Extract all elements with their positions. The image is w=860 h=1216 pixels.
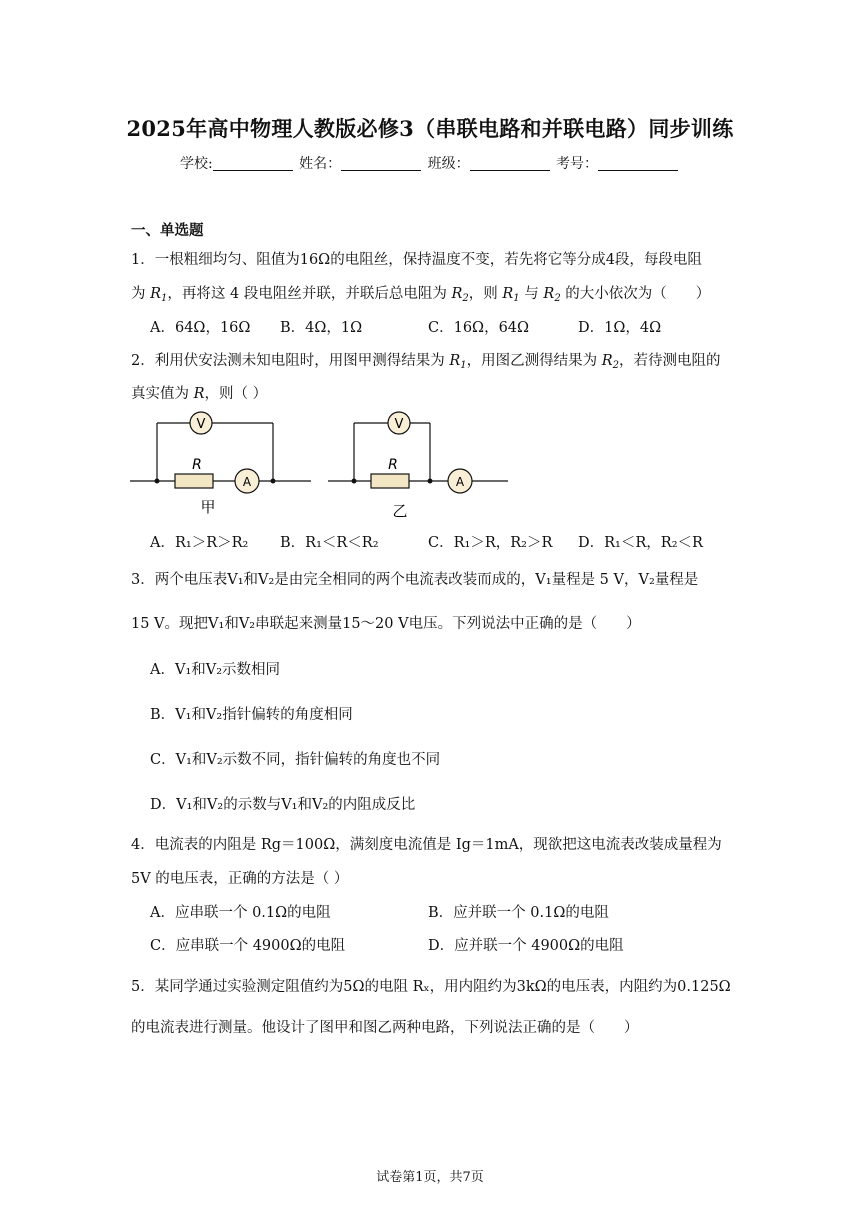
exam-no-label: 考号：: [556, 156, 599, 172]
q1-option-a[interactable]: A．64Ω，16Ω: [150, 320, 251, 336]
q3-option-c[interactable]: C．V₁和V₂示数不同，指针偏转的角度也不同: [150, 752, 441, 768]
q3-line2: 15 V。现把V₁和V₂串联起来测量15～20 V电压。下列说法中正确的是（ ）: [131, 616, 641, 632]
node-yi-left: [352, 479, 357, 484]
circuit-yi: [328, 423, 508, 481]
q4-option-c[interactable]: C．应串联一个 4900Ω的电阻: [150, 938, 346, 954]
q4-line1: 4．电流表的内阻是 Rg＝100Ω，满刻度电流值是 Ig＝1mA，现欲把这电流表改装成量程为: [131, 837, 722, 853]
q3-option-b[interactable]: B．V₁和V₂指针偏转的角度相同: [150, 707, 353, 723]
q2-option-b[interactable]: B．R₁＜R＜R₂: [280, 535, 379, 551]
resistor-yi: [371, 474, 409, 488]
q3-line1: 3．两个电压表V₁和V₂是由完全相同的两个电流表改装而成的，V₁量程是 5 V，V₂量程是: [131, 572, 699, 588]
name-label: 姓名：: [299, 156, 342, 172]
figure-yi-caption: 乙: [392, 502, 408, 520]
node-jia-right: [271, 479, 276, 484]
q4-option-d[interactable]: D．应并联一个 4900Ω的电阻: [428, 938, 624, 954]
q3-option-d[interactable]: D．V₁和V₂的示数与V₁和V₂的内阻成反比: [150, 797, 416, 813]
q2-option-a[interactable]: A．R₁＞R＞R₂: [150, 535, 249, 551]
voltmeter-yi-label: V: [394, 417, 404, 432]
q2-line1: 2．利用伏安法测未知电阻时，用图甲测得结果为 $R_1$，用图乙测得结果为 $R_2$，若待测电阻的: [131, 353, 721, 371]
node-yi-right: [428, 479, 433, 484]
voltmeter-jia-label: V: [196, 417, 206, 432]
q3-option-a[interactable]: A．V₁和V₂示数相同: [150, 662, 281, 678]
class-label: 班级：: [427, 156, 470, 172]
school-label: 学校:: [179, 156, 213, 172]
circuit-jia: [130, 423, 311, 481]
q4-option-a[interactable]: A．应串联一个 0.1Ω的电阻: [150, 905, 331, 921]
page-footer: 试卷第1页，共7页: [376, 1170, 484, 1185]
q1-line2: 为 $R_1$，再将这 4 段电阻丝并联，并联后总电阻为 $R_2$，则 $R_1$ 与 $R_2$ 的大小依次为（ ）: [131, 286, 711, 304]
q2-option-d[interactable]: D．R₁＜R，R₂＜R: [578, 535, 703, 551]
q1-line1: 1．一根粗细均匀、阻值为16Ω的电阻丝，保持温度不变，若先将它等分成4段，每段电阻: [131, 252, 702, 268]
q1-option-c[interactable]: C．16Ω，64Ω: [428, 320, 530, 336]
page-title: 2025年高中物理人教版必修3（串联电路和并联电路）同步训练: [126, 116, 734, 141]
q5-line1: 5．某同学通过实验测定阻值约为5Ω的电阻 Rₓ，用内阻约为3kΩ的电压表，内阻约为0.125Ω: [131, 979, 731, 995]
q4-option-b[interactable]: B．应并联一个 0.1Ω的电阻: [428, 905, 609, 921]
ammeter-yi-label: A: [455, 475, 465, 489]
q2-line2: 真实值为 R，则（ ）: [131, 386, 268, 402]
resistor-jia: [175, 474, 213, 488]
resistor-jia-label: R: [192, 457, 202, 473]
node-jia-left: [155, 479, 160, 484]
figure-jia-caption: 甲: [200, 498, 216, 516]
q1-option-d[interactable]: D．1Ω，4Ω: [578, 320, 662, 336]
ammeter-jia-label: A: [242, 475, 252, 489]
q1-option-b[interactable]: B．4Ω，1Ω: [280, 320, 363, 336]
q2-option-c[interactable]: C．R₁＞R，R₂＞R: [428, 535, 553, 551]
q5-line2: 的电流表进行测量。他设计了图甲和图乙两种电路，下列说法正确的是（ ）: [131, 1020, 639, 1036]
section-heading: 一、单选题: [131, 222, 204, 239]
resistor-yi-label: R: [388, 457, 398, 473]
q4-line2: 5V 的电压表，正确的方法是（ ）: [131, 871, 349, 887]
